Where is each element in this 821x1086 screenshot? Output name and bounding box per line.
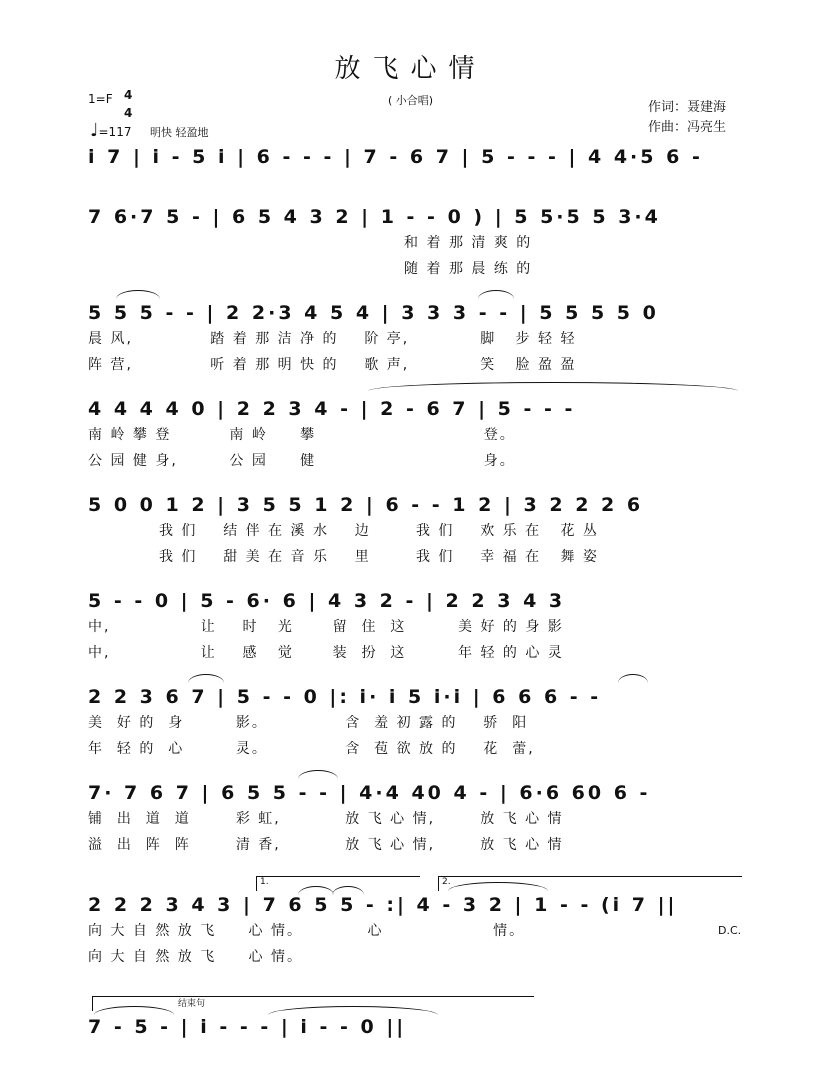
lyric-verse-1: 中, 让 时 光 留 住 这 美 好 的 身 影 bbox=[88, 619, 564, 635]
lyric-verse-2: 我 们 甜 美 在 音 乐 里 我 们 幸 福 在 舞 姿 bbox=[88, 549, 599, 565]
lyric-verse-2: 随 着 那 晨 练 的 bbox=[88, 261, 533, 277]
notation-line: 7· 7 6 7 | 6 5 5 - - | 4·4 40 4 - | 6·6 60 6 - bbox=[88, 782, 651, 804]
notation-line: 7 - 5 - | i - - - | i - - 0 || bbox=[88, 1016, 407, 1038]
tempo-value: =117 bbox=[98, 125, 132, 139]
score-system-8 bbox=[88, 782, 740, 858]
notation-line: 5 - - 0 | 5 - 6· 6 | 4 3 2 - | 2 2 3 4 3 bbox=[88, 590, 566, 612]
score-system-3 bbox=[88, 302, 740, 378]
lyric-verse-1: 和 着 那 清 爽 的 bbox=[88, 235, 533, 251]
slur bbox=[368, 382, 738, 391]
slur bbox=[618, 674, 648, 683]
score-system-9 bbox=[88, 877, 742, 970]
lyric-verse-2: 阵 营, 听 着 那 明 快 的 歌 声, 笑 脸 盈 盈 bbox=[88, 357, 577, 373]
volta-second-ending: 2. bbox=[438, 876, 742, 891]
ending-label: 结束句 bbox=[178, 999, 206, 1009]
notation-line: 5 0 0 1 2 | 3 5 5 1 2 | 6 - - 1 2 | 3 2 2 2 6 bbox=[88, 494, 644, 516]
key-signature: 1=F bbox=[88, 92, 113, 106]
notation-line: 4 4 4 4 0 | 2 2 3 4 - | 2 - 6 7 | 5 - - - bbox=[88, 398, 576, 420]
subtitle: ( 小合唱) bbox=[387, 94, 434, 107]
notation-line: 7 6·7 5 - | 6 5 4 3 2 | 1 - - 0 ) | 5 5·5 5 3·4 bbox=[88, 206, 661, 228]
lyric-verse-1: 向 大 自 然 放 飞 心 情。 心 情。 bbox=[88, 923, 526, 939]
slur bbox=[298, 770, 338, 779]
score-system-2 bbox=[88, 206, 740, 282]
lyric-verse-1: 晨 风, 踏 着 那 洁 净 的 阶 亭, 脚 步 轻 轻 bbox=[88, 331, 577, 347]
lyric-verse-2: 溢 出 阵 阵 清 香, 放 飞 心 情, 放 飞 心 情 bbox=[88, 837, 564, 853]
score-system-1 bbox=[88, 146, 740, 186]
lyric-verse-2: 向 大 自 然 放 飞 心 情。 bbox=[88, 949, 303, 965]
time-signature-numerator: 4 bbox=[124, 88, 133, 102]
notation-line: 5 5 5 - - | 2 2·3 4 5 4 | 3 3 3 - - | 5 5 5 5 0 bbox=[88, 302, 659, 324]
volta-first-ending: 1. bbox=[256, 876, 420, 891]
score-system-10 bbox=[88, 999, 740, 1076]
notation-line: i 7 | i - 5 i | 6 - - - | 7 - 6 7 | 5 - - - | 4 4·5 6 - bbox=[88, 146, 703, 168]
lyric-verse-1: 美 好 的 身 影。 含 羞 初 露 的 骄 阳 bbox=[88, 715, 529, 731]
tempo-marking bbox=[90, 120, 131, 141]
score-system-6 bbox=[88, 590, 740, 666]
time-signature-denominator: 4 bbox=[124, 106, 133, 120]
lyric-verse-2: 年 轻 的 心 灵。 含 苞 欲 放 的 花 蕾, bbox=[88, 741, 535, 757]
slur bbox=[188, 674, 224, 683]
slur bbox=[116, 290, 160, 299]
slur bbox=[478, 290, 514, 299]
quarter-note-icon: ♩ bbox=[90, 120, 99, 141]
score-system-4 bbox=[88, 398, 740, 474]
notation-line: 2 2 2 3 4 3 | 7 6 5 5 - :| 4 - 3 2 | 1 - - (i 7 || bbox=[88, 894, 678, 916]
notation-line: 2 2 3 6 7 | 5 - - 0 |: i· i 5 i·i | 6 6 6 - - bbox=[88, 686, 602, 708]
lyric-verse-2: 中, 让 感 觉 装 扮 这 年 轻 的 心 灵 bbox=[88, 645, 564, 661]
tempo-description: 明快 轻盈地 bbox=[150, 126, 209, 139]
lyric-verse-2: 公 园 健 身, 公 园 健 身。 bbox=[88, 453, 516, 469]
lyric-verse-1: 铺 出 道 道 彩 虹, 放 飞 心 情, 放 飞 心 情 bbox=[88, 811, 564, 827]
composer: 作曲：冯亮生 bbox=[648, 120, 727, 135]
score-system-5 bbox=[88, 494, 740, 570]
lyric-verse-1: 我 们 结 伴 在 溪 水 边 我 们 欢 乐 在 花 丛 bbox=[88, 523, 599, 539]
score-system-7 bbox=[88, 686, 740, 762]
lyric-verse-1: 南 岭 攀 登 南 岭 攀 登。 bbox=[88, 427, 516, 443]
lyricist: 作词：聂建海 bbox=[648, 100, 727, 115]
song-title: 放飞心情 bbox=[334, 54, 487, 84]
da-capo-marking: D.C. bbox=[718, 924, 742, 937]
